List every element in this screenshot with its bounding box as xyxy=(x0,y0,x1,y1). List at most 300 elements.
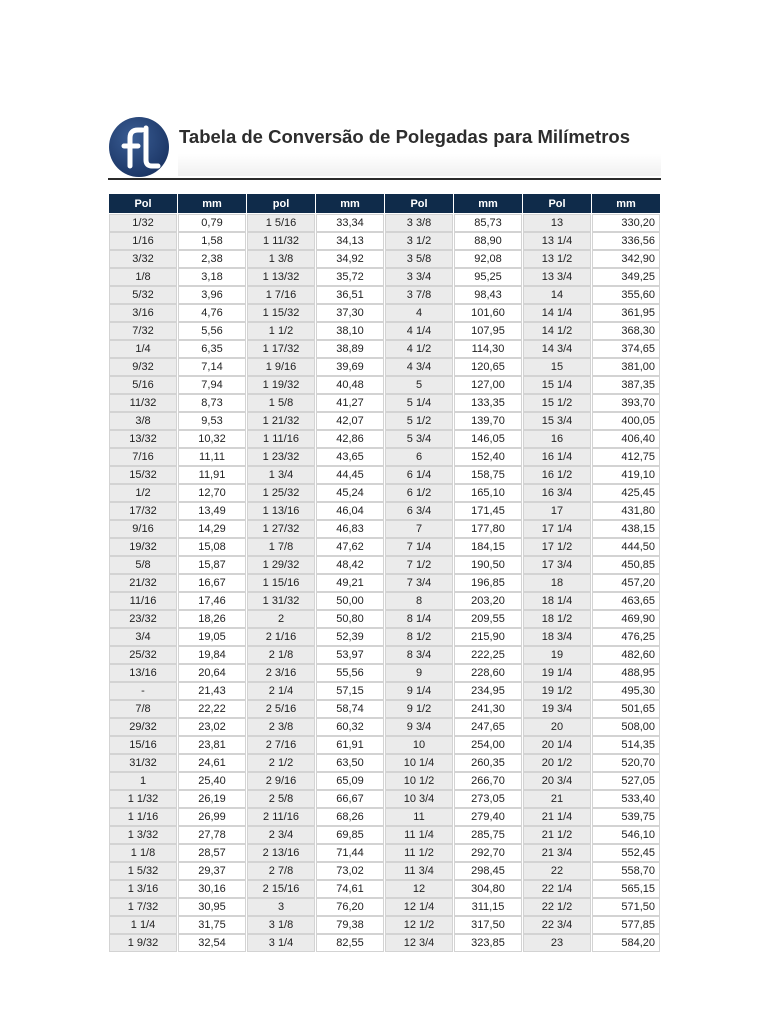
inch-cell: 8 3/4 xyxy=(385,646,453,664)
inch-cell: 1 1/2 xyxy=(247,322,315,340)
inch-cell: 13/32 xyxy=(109,430,177,448)
inch-cell: 12 1/4 xyxy=(385,898,453,916)
inch-cell: 20 xyxy=(523,718,591,736)
mm-cell: 19,05 xyxy=(178,628,246,646)
inch-cell: 11 3/4 xyxy=(385,862,453,880)
mm-cell: 10,32 xyxy=(178,430,246,448)
table-row xyxy=(109,250,660,268)
inch-cell: 12 xyxy=(385,880,453,898)
mm-cell: 46,04 xyxy=(316,502,384,520)
inch-cell: 19 xyxy=(523,646,591,664)
mm-cell: 368,30 xyxy=(592,322,660,340)
inch-cell: 19 1/2 xyxy=(523,682,591,700)
mm-cell: 450,85 xyxy=(592,556,660,574)
inch-cell: 20 1/2 xyxy=(523,754,591,772)
mm-cell: 35,72 xyxy=(316,268,384,286)
column-header-pol: Pol xyxy=(523,194,591,214)
table-row xyxy=(109,880,660,898)
mm-cell: 520,70 xyxy=(592,754,660,772)
inch-cell: 4 xyxy=(385,304,453,322)
inch-cell: 1 27/32 xyxy=(247,520,315,538)
mm-cell: 17,46 xyxy=(178,592,246,610)
mm-cell: 412,75 xyxy=(592,448,660,466)
mm-cell: 20,64 xyxy=(178,664,246,682)
inch-cell: 18 1/2 xyxy=(523,610,591,628)
inch-cell: 2 7/8 xyxy=(247,862,315,880)
inch-cell: 20 3/4 xyxy=(523,772,591,790)
inch-cell: 9 xyxy=(385,664,453,682)
mm-cell: 114,30 xyxy=(454,340,522,358)
inch-cell: 9/32 xyxy=(109,358,177,376)
inch-cell: 1 15/16 xyxy=(247,574,315,592)
table-row xyxy=(109,232,660,250)
mm-cell: 40,48 xyxy=(316,376,384,394)
inch-cell: 2 11/16 xyxy=(247,808,315,826)
inch-cell: 5/8 xyxy=(109,556,177,574)
table-row xyxy=(109,286,660,304)
column-header-pol: Pol xyxy=(385,194,453,214)
inch-cell: 1 9/16 xyxy=(247,358,315,376)
table-row xyxy=(109,502,660,520)
mm-cell: 152,40 xyxy=(454,448,522,466)
mm-cell: 330,20 xyxy=(592,214,660,232)
inch-cell: 1 7/32 xyxy=(109,898,177,916)
mm-cell: 52,39 xyxy=(316,628,384,646)
inch-cell: 16 xyxy=(523,430,591,448)
mm-cell: 546,10 xyxy=(592,826,660,844)
inch-cell: 1 1/16 xyxy=(109,808,177,826)
inch-cell: 1 11/32 xyxy=(247,232,315,250)
inch-cell: 3 7/8 xyxy=(385,286,453,304)
mm-cell: 32,54 xyxy=(178,934,246,952)
inch-cell: 5 1/2 xyxy=(385,412,453,430)
inch-cell: 22 1/2 xyxy=(523,898,591,916)
mm-cell: 393,70 xyxy=(592,394,660,412)
mm-cell: 14,29 xyxy=(178,520,246,538)
inch-cell: 22 xyxy=(523,862,591,880)
mm-cell: 88,90 xyxy=(454,232,522,250)
inch-cell: 13 1/4 xyxy=(523,232,591,250)
inch-cell: 1/32 xyxy=(109,214,177,232)
mm-cell: 79,38 xyxy=(316,916,384,934)
mm-cell: 457,20 xyxy=(592,574,660,592)
mm-cell: 73,02 xyxy=(316,862,384,880)
mm-cell: 38,89 xyxy=(316,340,384,358)
inch-cell: 5/32 xyxy=(109,286,177,304)
mm-cell: 508,00 xyxy=(592,718,660,736)
mm-cell: 438,15 xyxy=(592,520,660,538)
mm-cell: 46,83 xyxy=(316,520,384,538)
inch-cell: 1 5/16 xyxy=(247,214,315,232)
inch-cell: 3/32 xyxy=(109,250,177,268)
table-row xyxy=(109,214,660,232)
table-row xyxy=(109,322,660,340)
inch-cell: 1 7/16 xyxy=(247,286,315,304)
inch-cell: 11 1/4 xyxy=(385,826,453,844)
column-header-pol: Pol xyxy=(109,194,177,214)
inch-cell: 22 1/4 xyxy=(523,880,591,898)
inch-cell: 1 1/4 xyxy=(109,916,177,934)
inch-cell: 11 1/2 xyxy=(385,844,453,862)
inch-cell: 3 1/4 xyxy=(247,934,315,952)
inch-cell: 2 5/8 xyxy=(247,790,315,808)
inch-cell: 1 29/32 xyxy=(247,556,315,574)
mm-cell: 552,45 xyxy=(592,844,660,862)
table-row xyxy=(109,934,660,952)
mm-cell: 304,80 xyxy=(454,880,522,898)
mm-cell: 42,86 xyxy=(316,430,384,448)
inch-cell: 13 1/2 xyxy=(523,250,591,268)
column-header-pol: pol xyxy=(247,194,315,214)
table-row xyxy=(109,430,660,448)
mm-cell: 279,40 xyxy=(454,808,522,826)
mm-cell: 42,07 xyxy=(316,412,384,430)
inch-cell: 7 3/4 xyxy=(385,574,453,592)
mm-cell: 533,40 xyxy=(592,790,660,808)
page-header xyxy=(108,116,661,178)
mm-cell: 539,75 xyxy=(592,808,660,826)
inch-cell: 2 9/16 xyxy=(247,772,315,790)
inch-cell: 15/32 xyxy=(109,466,177,484)
table-row xyxy=(109,898,660,916)
inch-cell: 1 11/16 xyxy=(247,430,315,448)
inch-cell: 18 3/4 xyxy=(523,628,591,646)
mm-cell: 33,34 xyxy=(316,214,384,232)
mm-cell: 29,37 xyxy=(178,862,246,880)
inch-cell: 17 1/2 xyxy=(523,538,591,556)
mm-cell: 60,32 xyxy=(316,718,384,736)
mm-cell: 98,43 xyxy=(454,286,522,304)
mm-cell: 92,08 xyxy=(454,250,522,268)
table-row xyxy=(109,304,660,322)
mm-cell: 571,50 xyxy=(592,898,660,916)
mm-cell: 260,35 xyxy=(454,754,522,772)
mm-cell: 19,84 xyxy=(178,646,246,664)
table-row xyxy=(109,628,660,646)
mm-cell: 127,00 xyxy=(454,376,522,394)
inch-cell: 18 1/4 xyxy=(523,592,591,610)
mm-cell: 3,96 xyxy=(178,286,246,304)
inch-cell: 1 17/32 xyxy=(247,340,315,358)
table-row xyxy=(109,520,660,538)
mm-cell: 190,50 xyxy=(454,556,522,574)
mm-cell: 26,99 xyxy=(178,808,246,826)
mm-cell: 247,65 xyxy=(454,718,522,736)
mm-cell: 120,65 xyxy=(454,358,522,376)
mm-cell: 7,94 xyxy=(178,376,246,394)
inch-cell: 14 1/2 xyxy=(523,322,591,340)
table-header-row xyxy=(109,194,660,214)
mm-cell: 558,70 xyxy=(592,862,660,880)
table-row xyxy=(109,844,660,862)
mm-cell: 317,50 xyxy=(454,916,522,934)
mm-cell: 49,21 xyxy=(316,574,384,592)
mm-cell: 527,05 xyxy=(592,772,660,790)
mm-cell: 31,75 xyxy=(178,916,246,934)
mm-cell: 101,60 xyxy=(454,304,522,322)
inch-cell: 7/32 xyxy=(109,322,177,340)
inch-cell: 10 1/4 xyxy=(385,754,453,772)
table-row xyxy=(109,772,660,790)
mm-cell: 58,74 xyxy=(316,700,384,718)
inch-cell: 7 xyxy=(385,520,453,538)
inch-cell: 7 1/4 xyxy=(385,538,453,556)
mm-cell: 419,10 xyxy=(592,466,660,484)
inch-cell: 29/32 xyxy=(109,718,177,736)
mm-cell: 184,15 xyxy=(454,538,522,556)
inch-cell: 25/32 xyxy=(109,646,177,664)
mm-cell: 463,65 xyxy=(592,592,660,610)
inch-cell: 1/4 xyxy=(109,340,177,358)
inch-cell: 18 xyxy=(523,574,591,592)
inch-cell: 1 13/16 xyxy=(247,502,315,520)
table-body xyxy=(109,214,660,952)
inch-cell: 12 1/2 xyxy=(385,916,453,934)
inch-cell: 6 3/4 xyxy=(385,502,453,520)
inch-cell: 2 7/16 xyxy=(247,736,315,754)
mm-cell: 30,95 xyxy=(178,898,246,916)
inch-cell: 21 3/4 xyxy=(523,844,591,862)
inch-cell: 15 1/4 xyxy=(523,376,591,394)
mm-cell: 15,08 xyxy=(178,538,246,556)
table-row xyxy=(109,682,660,700)
mm-cell: 495,30 xyxy=(592,682,660,700)
column-header-mm: mm xyxy=(454,194,522,214)
mm-cell: 292,70 xyxy=(454,844,522,862)
mm-cell: 501,65 xyxy=(592,700,660,718)
mm-cell: 158,75 xyxy=(454,466,522,484)
mm-cell: 425,45 xyxy=(592,484,660,502)
inch-cell: 5 3/4 xyxy=(385,430,453,448)
inch-cell: 10 xyxy=(385,736,453,754)
mm-cell: 266,70 xyxy=(454,772,522,790)
table-row xyxy=(109,646,660,664)
mm-cell: 565,15 xyxy=(592,880,660,898)
mm-cell: 323,85 xyxy=(454,934,522,952)
inch-cell: 2 1/2 xyxy=(247,754,315,772)
inch-cell: 2 1/4 xyxy=(247,682,315,700)
mm-cell: 488,95 xyxy=(592,664,660,682)
table-row xyxy=(109,826,660,844)
inch-cell: 17 xyxy=(523,502,591,520)
inch-cell: 1 xyxy=(109,772,177,790)
mm-cell: 27,78 xyxy=(178,826,246,844)
mm-cell: 9,53 xyxy=(178,412,246,430)
inch-cell: 9 1/2 xyxy=(385,700,453,718)
inch-cell: 13 3/4 xyxy=(523,268,591,286)
mm-cell: 387,35 xyxy=(592,376,660,394)
table-row xyxy=(109,376,660,394)
inch-cell: 3 1/2 xyxy=(385,232,453,250)
inch-cell: 1/2 xyxy=(109,484,177,502)
inch-cell: 1/16 xyxy=(109,232,177,250)
table-row xyxy=(109,808,660,826)
mm-cell: 298,45 xyxy=(454,862,522,880)
inch-cell: - xyxy=(109,682,177,700)
inch-cell: 23/32 xyxy=(109,610,177,628)
inch-cell: 16 1/4 xyxy=(523,448,591,466)
conversion-table xyxy=(108,194,661,952)
inch-cell: 11/16 xyxy=(109,592,177,610)
inch-cell: 23 xyxy=(523,934,591,952)
mm-cell: 65,09 xyxy=(316,772,384,790)
mm-cell: 203,20 xyxy=(454,592,522,610)
mm-cell: 4,76 xyxy=(178,304,246,322)
inch-cell: 2 13/16 xyxy=(247,844,315,862)
mm-cell: 577,85 xyxy=(592,916,660,934)
inch-cell: 2 3/8 xyxy=(247,718,315,736)
table-row xyxy=(109,538,660,556)
inch-cell: 11/32 xyxy=(109,394,177,412)
mm-cell: 514,35 xyxy=(592,736,660,754)
mm-cell: 47,62 xyxy=(316,538,384,556)
inch-cell: 2 xyxy=(247,610,315,628)
mm-cell: 228,60 xyxy=(454,664,522,682)
inch-cell: 5 1/4 xyxy=(385,394,453,412)
inch-cell: 17 1/4 xyxy=(523,520,591,538)
table-row xyxy=(109,862,660,880)
mm-cell: 139,70 xyxy=(454,412,522,430)
table-row xyxy=(109,610,660,628)
mm-cell: 349,25 xyxy=(592,268,660,286)
table-row xyxy=(109,340,660,358)
mm-cell: 469,90 xyxy=(592,610,660,628)
inch-cell: 1 3/8 xyxy=(247,250,315,268)
mm-cell: 444,50 xyxy=(592,538,660,556)
inch-cell: 1 5/32 xyxy=(109,862,177,880)
inch-cell: 1 3/16 xyxy=(109,880,177,898)
inch-cell: 15/16 xyxy=(109,736,177,754)
mm-cell: 8,73 xyxy=(178,394,246,412)
mm-cell: 28,57 xyxy=(178,844,246,862)
mm-cell: 254,00 xyxy=(454,736,522,754)
inch-cell: 15 1/2 xyxy=(523,394,591,412)
inch-cell: 19 3/4 xyxy=(523,700,591,718)
table-row xyxy=(109,916,660,934)
mm-cell: 85,73 xyxy=(454,214,522,232)
mm-cell: 18,26 xyxy=(178,610,246,628)
mm-cell: 57,15 xyxy=(316,682,384,700)
inch-cell: 16 3/4 xyxy=(523,484,591,502)
mm-cell: 63,50 xyxy=(316,754,384,772)
mm-cell: 26,19 xyxy=(178,790,246,808)
inch-cell: 1 1/32 xyxy=(109,790,177,808)
inch-cell: 5/16 xyxy=(109,376,177,394)
table-row xyxy=(109,448,660,466)
inch-cell: 7/16 xyxy=(109,448,177,466)
inch-cell: 1 7/8 xyxy=(247,538,315,556)
table-row xyxy=(109,556,660,574)
mm-cell: 37,30 xyxy=(316,304,384,322)
mm-cell: 16,67 xyxy=(178,574,246,592)
fl-logo xyxy=(108,116,170,178)
inch-cell: 1 3/4 xyxy=(247,466,315,484)
mm-cell: 50,00 xyxy=(316,592,384,610)
inch-cell: 1 15/32 xyxy=(247,304,315,322)
mm-cell: 215,90 xyxy=(454,628,522,646)
mm-cell: 476,25 xyxy=(592,628,660,646)
mm-cell: 146,05 xyxy=(454,430,522,448)
inch-cell: 21 1/4 xyxy=(523,808,591,826)
mm-cell: 74,61 xyxy=(316,880,384,898)
inch-cell: 2 1/8 xyxy=(247,646,315,664)
inch-cell: 3 3/8 xyxy=(385,214,453,232)
table-row xyxy=(109,412,660,430)
mm-cell: 7,14 xyxy=(178,358,246,376)
mm-cell: 15,87 xyxy=(178,556,246,574)
mm-cell: 39,69 xyxy=(316,358,384,376)
mm-cell: 222,25 xyxy=(454,646,522,664)
mm-cell: 165,10 xyxy=(454,484,522,502)
inch-cell: 21 1/2 xyxy=(523,826,591,844)
mm-cell: 285,75 xyxy=(454,826,522,844)
inch-cell: 2 1/16 xyxy=(247,628,315,646)
mm-cell: 61,91 xyxy=(316,736,384,754)
inch-cell: 21 xyxy=(523,790,591,808)
inch-cell: 3/4 xyxy=(109,628,177,646)
mm-cell: 209,55 xyxy=(454,610,522,628)
mm-cell: 133,35 xyxy=(454,394,522,412)
mm-cell: 406,40 xyxy=(592,430,660,448)
inch-cell: 17/32 xyxy=(109,502,177,520)
inch-cell: 9/16 xyxy=(109,520,177,538)
mm-cell: 13,49 xyxy=(178,502,246,520)
mm-cell: 336,56 xyxy=(592,232,660,250)
mm-cell: 2,38 xyxy=(178,250,246,268)
mm-cell: 23,02 xyxy=(178,718,246,736)
table-row xyxy=(109,484,660,502)
inch-cell: 15 xyxy=(523,358,591,376)
inch-cell: 1 1/8 xyxy=(109,844,177,862)
table-row xyxy=(109,358,660,376)
table-row xyxy=(109,754,660,772)
page-title: Tabela de Conversão de Polegadas para Milímetros xyxy=(179,126,631,147)
inch-cell: 1 13/32 xyxy=(247,268,315,286)
inch-cell: 17 3/4 xyxy=(523,556,591,574)
inch-cell: 7/8 xyxy=(109,700,177,718)
inch-cell: 15 3/4 xyxy=(523,412,591,430)
table-row xyxy=(109,592,660,610)
mm-cell: 69,85 xyxy=(316,826,384,844)
table-row xyxy=(109,574,660,592)
inch-cell: 2 15/16 xyxy=(247,880,315,898)
mm-cell: 400,05 xyxy=(592,412,660,430)
inch-cell: 3/8 xyxy=(109,412,177,430)
inch-cell: 10 1/2 xyxy=(385,772,453,790)
mm-cell: 25,40 xyxy=(178,772,246,790)
mm-cell: 21,43 xyxy=(178,682,246,700)
mm-cell: 355,60 xyxy=(592,286,660,304)
mm-cell: 82,55 xyxy=(316,934,384,952)
mm-cell: 53,97 xyxy=(316,646,384,664)
inch-cell: 4 1/2 xyxy=(385,340,453,358)
table-row xyxy=(109,268,660,286)
inch-cell: 3/16 xyxy=(109,304,177,322)
mm-cell: 50,80 xyxy=(316,610,384,628)
inch-cell: 2 3/16 xyxy=(247,664,315,682)
inch-cell: 3 1/8 xyxy=(247,916,315,934)
inch-cell: 6 1/4 xyxy=(385,466,453,484)
inch-cell: 1 23/32 xyxy=(247,448,315,466)
title-band xyxy=(178,154,661,176)
inch-cell: 8 xyxy=(385,592,453,610)
inch-cell: 19 1/4 xyxy=(523,664,591,682)
mm-cell: 171,45 xyxy=(454,502,522,520)
inch-cell: 12 3/4 xyxy=(385,934,453,952)
mm-cell: 11,11 xyxy=(178,448,246,466)
inch-cell: 1 9/32 xyxy=(109,934,177,952)
inch-cell: 1 31/32 xyxy=(247,592,315,610)
